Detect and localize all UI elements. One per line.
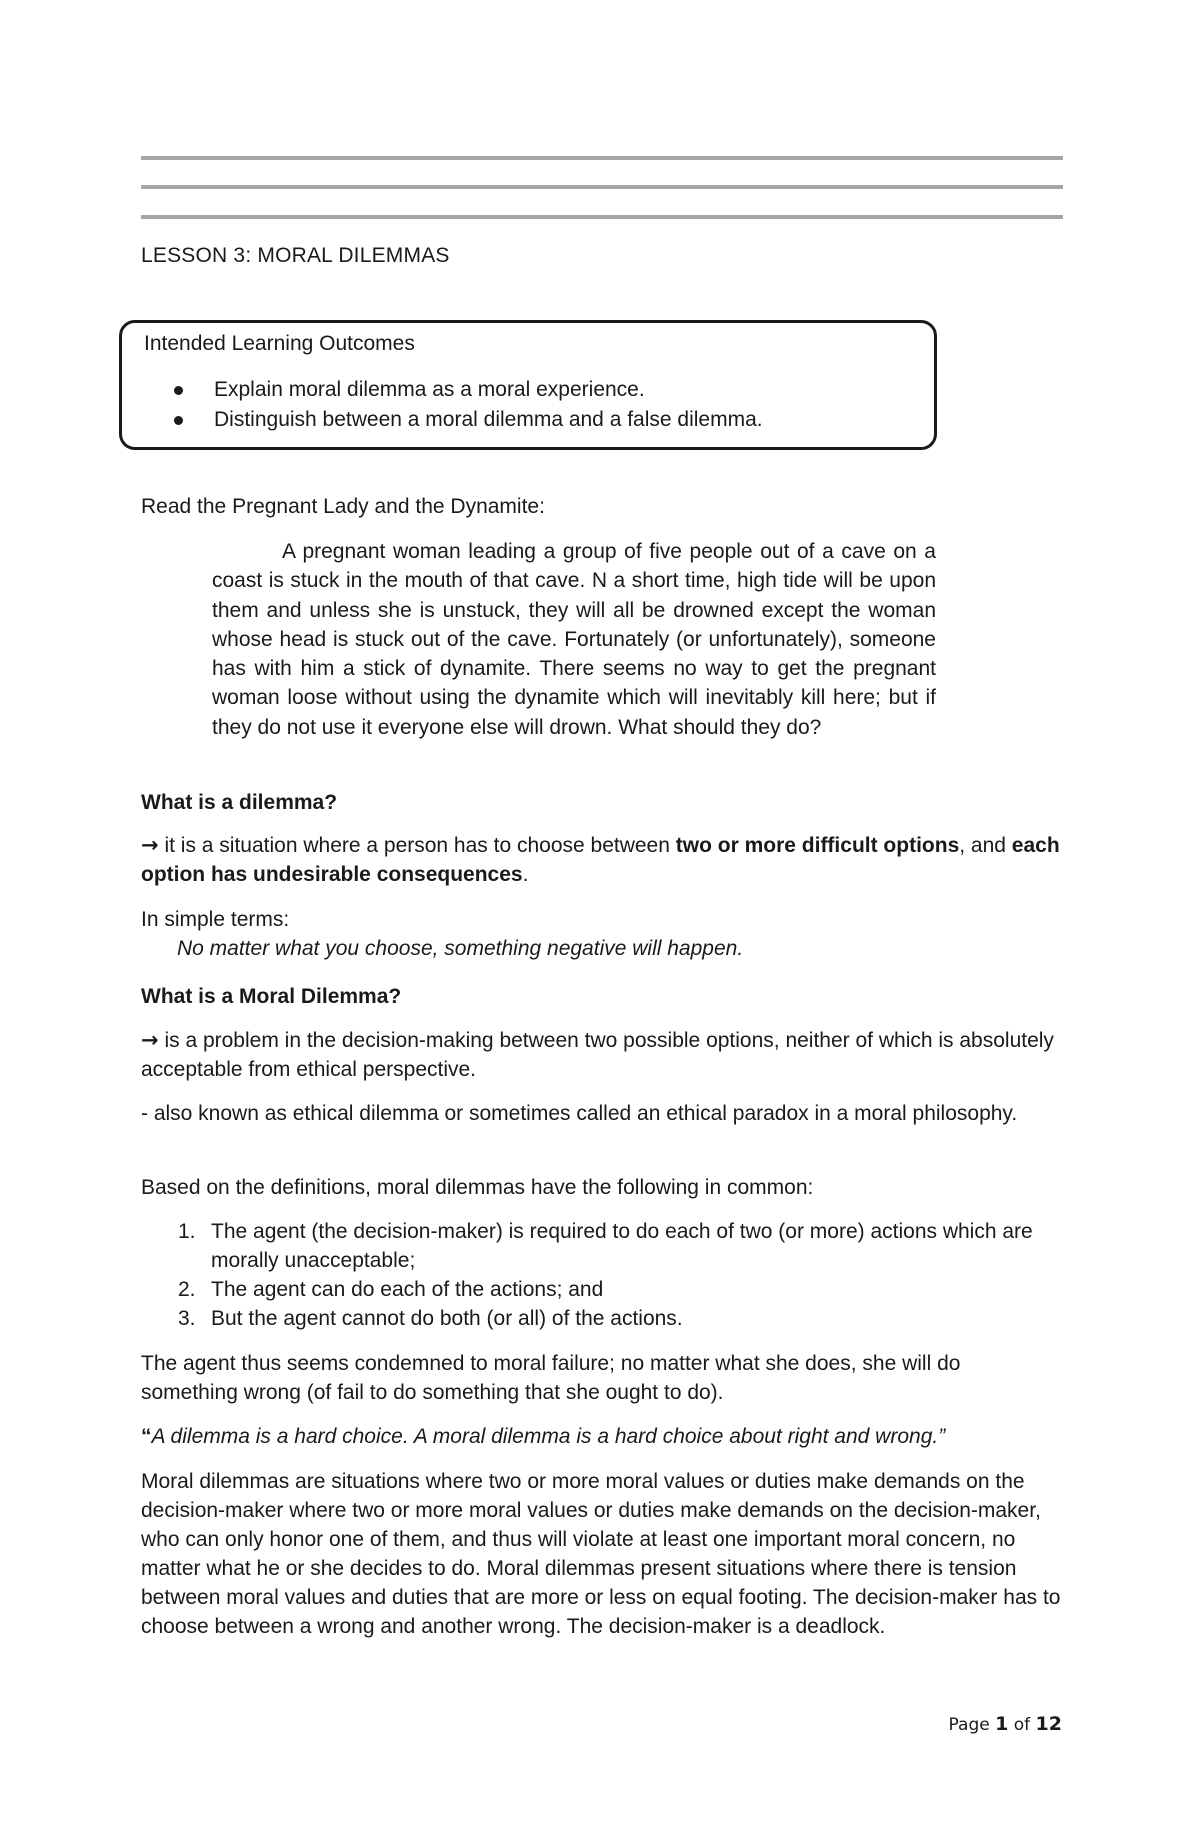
header-rule-1 xyxy=(141,156,1063,160)
common-features-list xyxy=(141,1217,1063,1333)
learning-outcomes-heading: Intended Learning Outcomes xyxy=(144,332,415,355)
page-number: Page 1 of 12 xyxy=(948,1713,1062,1735)
list-item: Explain moral dilemma as a moral experience. xyxy=(144,375,763,405)
quote-mark: “ xyxy=(141,1425,152,1448)
right-arrow-icon: → xyxy=(141,833,159,857)
moral-dilemma-heading: What is a Moral Dilemma? xyxy=(141,985,402,1008)
bullet-icon xyxy=(174,386,183,395)
final-paragraph: Moral dilemmas are situations where two or more moral values or duties make demands on the decision-maker where two or more moral values or duties make demands on the decision-maker, who can only honor one of them, and thus will violate at least one important moral concern, no matter what he or she decides to do. Moral dilemmas present situations where there is tension between moral values and duties that are more or less on equal footing. The decision-maker has to choose between a wrong and another wrong. The decision-maker is a deadlock. xyxy=(141,1470,1061,1638)
list-item: 1. The agent (the decision-maker) is required to do each of two (or more) actions which are morally unacceptable; xyxy=(178,1220,1033,1272)
read-intro: Read the Pregnant Lady and the Dynamite: xyxy=(141,495,545,518)
simple-terms-text: No matter what you choose, something negative will happen. xyxy=(177,937,744,960)
lesson-title: LESSON 3: MORAL DILEMMAS xyxy=(141,244,450,267)
dilemma-quote: “A dilemma is a hard choice. A moral dilemma is a hard choice about right and wrong.” xyxy=(141,1425,946,1448)
story-paragraph: A pregnant woman leading a group of five people out of a cave on a coast is stuck in the mouth of that cave. N a short time, high tide will be upon them and unless she is unstuck, they will all be drowned except the woman whose head is stuck out of the cave. Fortunately (or unfortunately), someone has with him a stick of dynamite. There seems no way to get the pregnant woman loose without using the dynamite which will inevitably kill here; but if they do not use it everyone else will drown. What should they do? xyxy=(212,540,936,739)
header-rule-2 xyxy=(141,185,1063,189)
learning-outcomes-box xyxy=(119,320,937,450)
list-item: 2. The agent can do each of the actions; and xyxy=(178,1278,604,1301)
header-rule-3 xyxy=(141,215,1063,219)
simple-terms-label: In simple terms: xyxy=(141,908,290,931)
common-intro: Based on the definitions, moral dilemmas have the following in common: xyxy=(141,1176,814,1199)
moral-dilemma-aka: - also known as ethical dilemma or sometimes called an ethical paradox in a moral philosophy. xyxy=(141,1102,1018,1125)
list-item: Distinguish between a moral dilemma and a false dilemma. xyxy=(144,405,763,435)
condemned-paragraph: The agent thus seems condemned to moral failure; no matter what she does, she will do something wrong (of fail to do something that she ought to do). xyxy=(141,1352,961,1404)
learning-outcomes-list xyxy=(144,375,763,435)
dilemma-definition: → it is a situation where a person has to choose between two or more difficult options, and each option has undesirable consequences. xyxy=(141,833,1060,886)
bullet-icon xyxy=(174,416,183,425)
moral-dilemma-definition: → is a problem in the decision-making between two possible options, neither of which is absolutely acceptable from ethical perspective. xyxy=(141,1028,1054,1081)
list-item: 3. But the agent cannot do both (or all) of the actions. xyxy=(178,1307,683,1330)
right-arrow-icon: → xyxy=(141,1028,159,1052)
dilemma-heading: What is a dilemma? xyxy=(141,791,338,814)
